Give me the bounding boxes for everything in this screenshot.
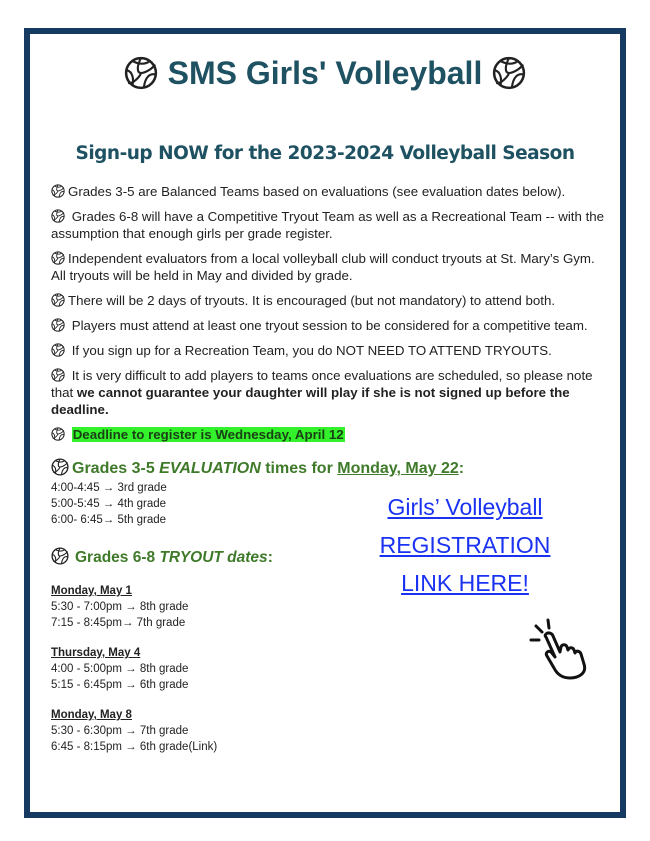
info-text: If you sign up for a Recreation Team, you do NOT NEED TO ATTEND TRYOUTS. — [68, 343, 552, 358]
session-time: 5:30 - 6:30pm → 7th grade — [51, 725, 189, 737]
volleyball-icon — [51, 343, 65, 357]
heading-emphasis: TRYOUT dates — [159, 549, 268, 566]
info-text: Grades 6-8 will have a Competitive Tryout Team as well as a Recreational Team -- with the assumption that enough girls per grade register. — [51, 209, 605, 241]
tryout-session — [51, 707, 217, 755]
session-date: Thursday, May 4 — [51, 647, 141, 659]
session-time: 6:45 - 8:15pm → 6th grade(Link) — [51, 741, 218, 753]
registration-link-line[interactable]: Girls’ Volleyball — [387, 494, 543, 520]
tryout-heading — [51, 547, 273, 567]
info-text: It is very difficult to add players to teams once evaluations are scheduled, so please note that — [51, 368, 593, 400]
info-item — [51, 317, 611, 334]
info-item — [51, 208, 611, 242]
heading-suffix: : — [267, 549, 273, 566]
session-time: 7:15 - 8:45pm→ 7th grade — [51, 617, 186, 629]
volleyball-icon — [51, 209, 65, 223]
deadline-item — [51, 426, 611, 443]
info-text: Independent evaluators from a local volleyball club will conduct tryouts at St. Mary’s Gym. All tryouts will be held in May and divided by grade. — [51, 251, 595, 283]
heading-prefix: Grades 3-5 — [72, 460, 160, 477]
volleyball-icon — [51, 547, 69, 565]
page-title — [0, 55, 650, 92]
evaluation-time: 5:00-5:45 → 4th grade — [51, 498, 167, 510]
tryout-sessions — [51, 583, 217, 769]
info-item — [51, 367, 611, 418]
volleyball-icon — [51, 184, 65, 198]
evaluation-time: 6:00- 6:45→ 5th grade — [51, 514, 167, 526]
volleyball-icon — [51, 368, 65, 382]
pointing-hand-click-icon — [528, 618, 592, 680]
info-item — [51, 342, 611, 359]
info-text: Grades 3-5 are Balanced Teams based on evaluations (see evaluation dates below). — [68, 184, 566, 199]
registration-link-line[interactable]: REGISTRATION — [379, 532, 551, 558]
info-text: There will be 2 days of tryouts. It is encouraged (but not mandatory) to attend both. — [68, 293, 556, 308]
session-date: Monday, May 1 — [51, 585, 132, 597]
evaluation-time: 4:00-4:45 → 3rd grade — [51, 482, 167, 494]
tryout-session — [51, 583, 217, 631]
session-time: 5:30 - 7:00pm → 8th grade — [51, 601, 189, 613]
tryout-session — [51, 645, 217, 693]
volleyball-icon — [51, 427, 65, 441]
heading-date: Monday, May 22 — [337, 460, 459, 477]
registration-link[interactable] — [360, 488, 570, 602]
heading-prefix: Grades 6-8 — [75, 549, 160, 566]
session-date: Monday, May 8 — [51, 709, 132, 721]
heading-mid: times for — [260, 460, 338, 477]
heading-emphasis: EVALUATION — [159, 460, 261, 477]
registration-link-line[interactable]: LINK HERE! — [401, 570, 529, 596]
info-list — [51, 183, 611, 451]
heading-suffix: : — [458, 460, 465, 477]
info-text-bold: we cannot guarantee your daughter will play if she is not signed up before the deadline. — [51, 385, 570, 417]
evaluation-heading — [51, 458, 464, 478]
session-time: 4:00 - 5:00pm → 8th grade — [51, 663, 189, 675]
page-subtitle: Sign-up NOW for the 2023-2024 Volleyball Season — [75, 143, 575, 164]
info-item — [51, 183, 611, 200]
volleyball-icon — [51, 293, 65, 307]
volleyball-icon — [492, 56, 526, 90]
volleyball-icon — [124, 56, 158, 90]
evaluation-times — [51, 480, 167, 528]
deadline-text: Deadline to register is Wednesday, April 12 — [72, 427, 344, 442]
volleyball-icon — [51, 318, 65, 332]
info-text: Players must attend at least one tryout session to be considered for a competitive team. — [68, 318, 588, 333]
title-text: SMS Girls' Volleyball — [167, 55, 483, 91]
volleyball-icon — [51, 458, 69, 476]
session-time: 5:15 - 6:45pm → 6th grade — [51, 679, 189, 691]
info-item — [51, 292, 611, 309]
volleyball-icon — [51, 251, 65, 265]
info-item — [51, 250, 611, 284]
